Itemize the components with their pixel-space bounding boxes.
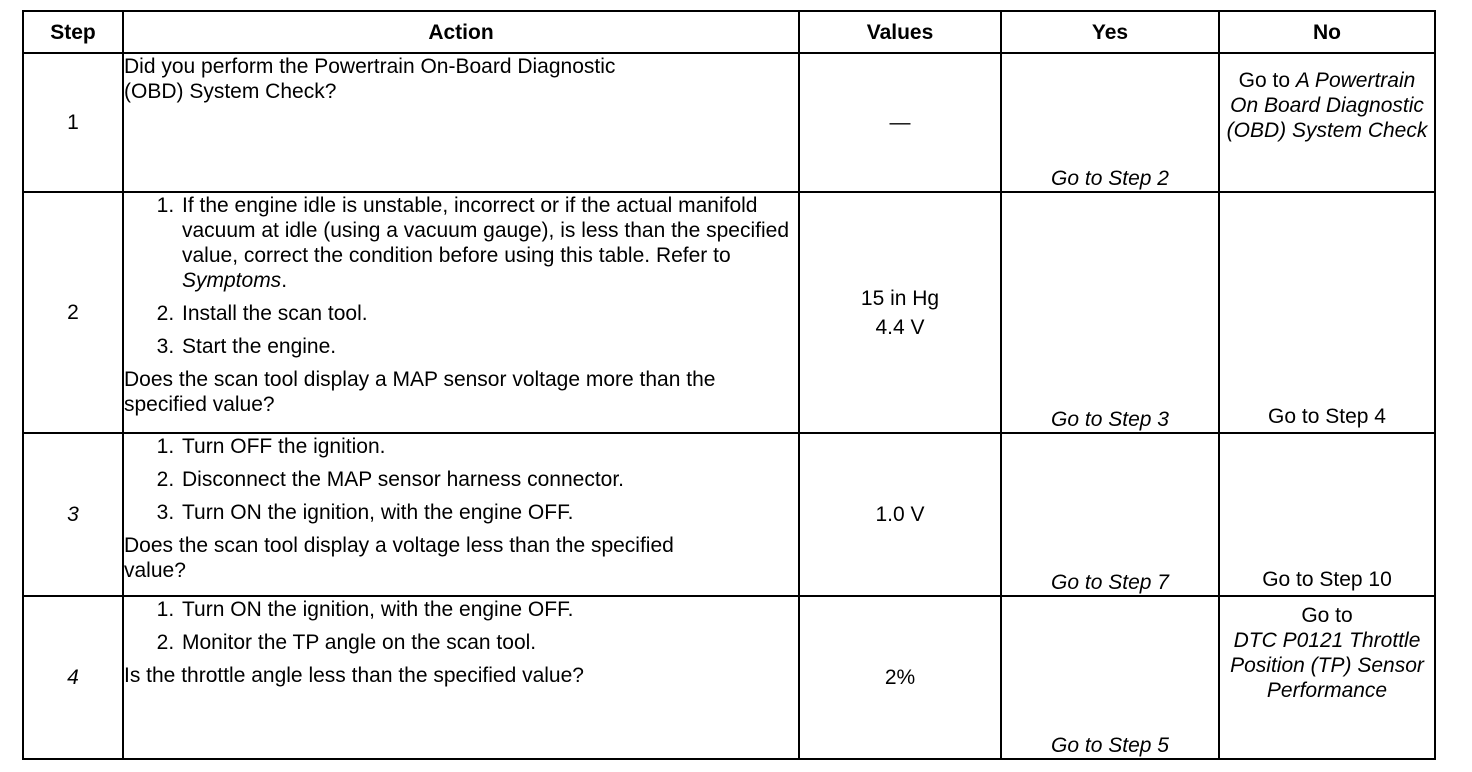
action-question: Did you perform the Powertrain On-Board Diagnostic (OBD) System Check? bbox=[124, 55, 616, 103]
instruction-list bbox=[124, 193, 798, 359]
value-text: 1.0 V bbox=[875, 503, 925, 526]
instruction-item: 2. Disconnect the MAP sensor harness connector. bbox=[180, 467, 798, 492]
instruction-item: 3. Turn ON the ignition, with the engine OFF. bbox=[180, 500, 798, 525]
value-text: 2% bbox=[884, 666, 916, 689]
no-link[interactable]: A Powertrain On Board Diagnostic (OBD) System Check bbox=[1226, 69, 1428, 142]
no-cell bbox=[1219, 433, 1435, 596]
table-row bbox=[23, 53, 1435, 192]
header-row bbox=[23, 11, 1435, 53]
action-question: Does the scan tool display a voltage less than the specified value? bbox=[124, 534, 674, 582]
yes-link[interactable]: Go to Step 2 bbox=[1051, 167, 1169, 190]
yes-cell bbox=[1001, 433, 1219, 596]
no-prefix: Go to bbox=[1238, 69, 1296, 92]
table-row bbox=[23, 596, 1435, 759]
header-no: No bbox=[1219, 11, 1435, 53]
instruction-item: 2. Install the scan tool. bbox=[180, 301, 798, 326]
yes-cell bbox=[1001, 53, 1219, 192]
instruction-item: 1. If the engine idle is unstable, incorrect or if the actual manifold vacuum at idle (using a vacuum gauge), is less than the specified value, correct the condition before using this table. Refer to Symptoms. bbox=[180, 193, 798, 293]
values-cell bbox=[799, 433, 1001, 596]
step-number: 1 bbox=[23, 53, 123, 192]
values-cell bbox=[799, 192, 1001, 433]
header-step: Step bbox=[23, 11, 123, 53]
instruction-item: 3. Start the engine. bbox=[180, 334, 798, 359]
value-text: 15 in Hg bbox=[860, 286, 940, 310]
no-cell bbox=[1219, 596, 1435, 759]
header-values: Values bbox=[799, 11, 1001, 53]
instruction-item: 1. Turn ON the ignition, with the engine OFF. bbox=[180, 597, 798, 622]
value-text: 4.4 V bbox=[875, 315, 925, 339]
diagnostic-table bbox=[22, 10, 1436, 760]
instruction-item: 2. Monitor the TP angle on the scan tool. bbox=[180, 630, 798, 655]
instruction-item: 1. Turn OFF the ignition. bbox=[180, 434, 798, 459]
values-cell bbox=[799, 596, 1001, 759]
step-number: 3 bbox=[23, 433, 123, 596]
symptoms-link[interactable]: Symptoms bbox=[182, 269, 282, 292]
header-yes: Yes bbox=[1001, 11, 1219, 53]
table-row bbox=[23, 433, 1435, 596]
action-cell bbox=[123, 192, 799, 433]
action-cell bbox=[123, 596, 799, 759]
yes-cell bbox=[1001, 596, 1219, 759]
values-cell bbox=[799, 53, 1001, 192]
yes-cell bbox=[1001, 192, 1219, 433]
no-link[interactable]: Go to Step 10 bbox=[1262, 568, 1392, 591]
no-cell bbox=[1219, 53, 1435, 192]
no-prefix: Go to bbox=[1301, 604, 1353, 627]
yes-link[interactable]: Go to Step 3 bbox=[1051, 408, 1169, 431]
action-question: Is the throttle angle less than the specified value? bbox=[124, 664, 584, 687]
action-question: Does the scan tool display a MAP sensor voltage more than the specified value? bbox=[124, 368, 716, 416]
action-cell bbox=[123, 53, 799, 192]
header-action: Action bbox=[123, 11, 799, 53]
action-cell bbox=[123, 433, 799, 596]
step-number: 4 bbox=[23, 596, 123, 759]
table-row bbox=[23, 192, 1435, 433]
step-number: 2 bbox=[23, 192, 123, 433]
instruction-list bbox=[124, 434, 798, 525]
yes-link[interactable]: Go to Step 7 bbox=[1051, 571, 1169, 594]
no-link[interactable]: Go to Step 4 bbox=[1268, 405, 1386, 428]
no-link[interactable]: DTC P0121 Throttle Position (TP) Sensor Performance bbox=[1230, 629, 1424, 702]
value-text: — bbox=[889, 111, 911, 134]
yes-link[interactable]: Go to Step 5 bbox=[1051, 734, 1169, 757]
instruction-list bbox=[124, 597, 798, 655]
no-cell bbox=[1219, 192, 1435, 433]
